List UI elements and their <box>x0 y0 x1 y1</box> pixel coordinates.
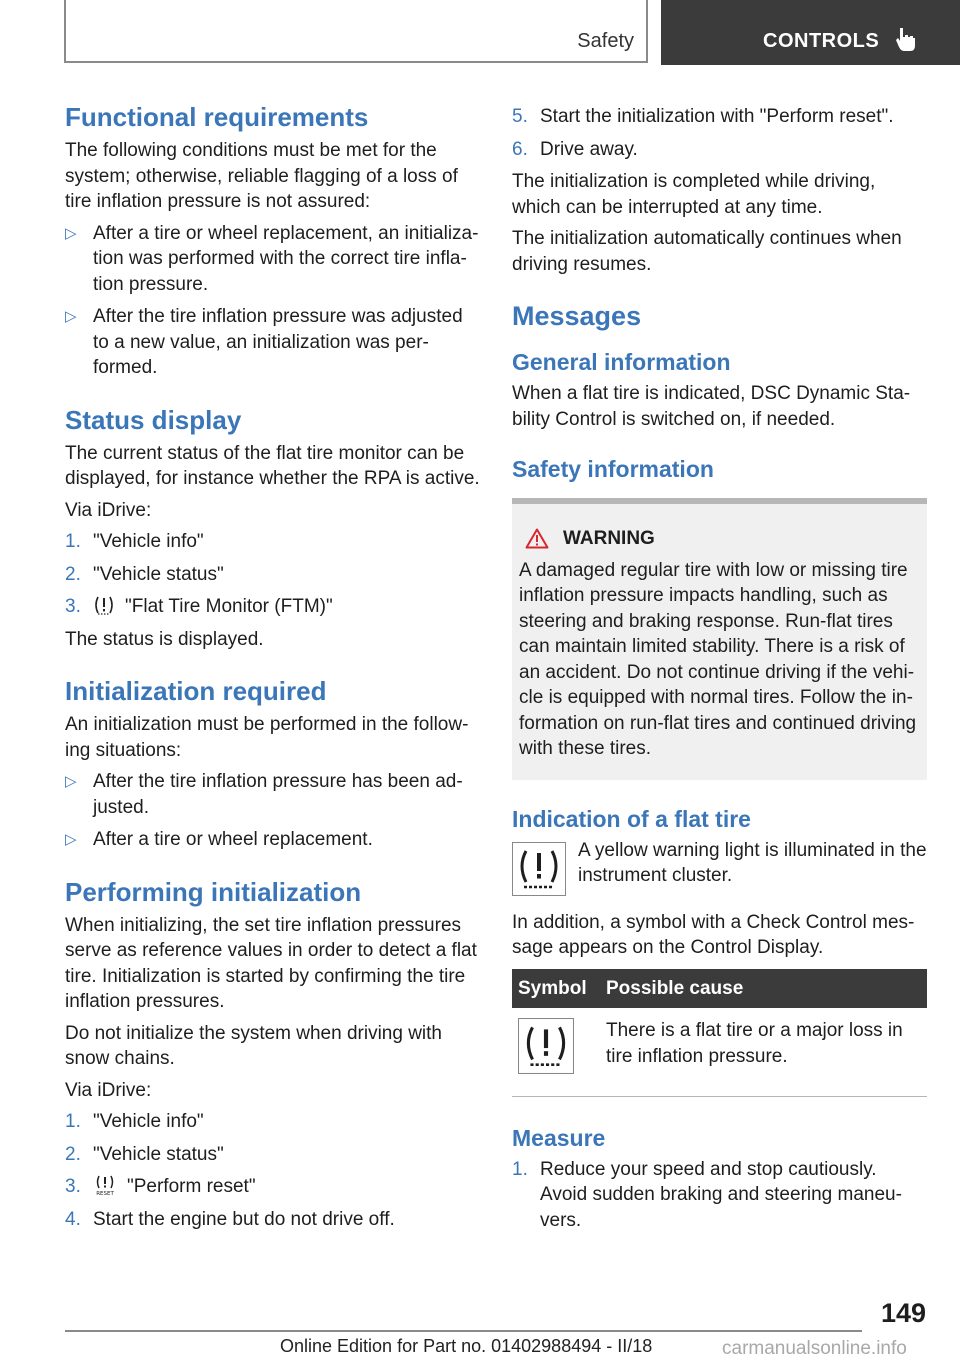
perform-steps-continued <box>512 104 927 162</box>
list-item: 4. Start the engine but do not drive off. <box>65 1208 395 1230</box>
flat-tire-warning-light-icon <box>512 842 566 896</box>
table-symbol-cell <box>512 1008 600 1096</box>
triangle-bullet-icon: ▷ <box>65 224 77 242</box>
list-item: 2. "Vehicle status" <box>65 563 224 585</box>
functional-requirements-heading: Functional requirements <box>65 102 369 132</box>
via-idrive-label-2: Via iDrive: <box>65 1079 152 1101</box>
triangle-bullet-icon: ▷ <box>65 831 77 848</box>
status-display-text: The current status of the flat tire monitor can be displayed, for instance whether the RPA is active. <box>65 442 480 489</box>
list-item: 5. Start the initialization with "Perform reset". <box>512 106 894 127</box>
table-header-cause: Possible cause <box>600 969 927 1009</box>
initialization-required-heading: Initialization required <box>65 676 327 706</box>
list-item: ▷ After the tire inflation pressure has been adjusted. <box>65 771 463 818</box>
indication-block <box>512 838 927 896</box>
indication-heading: Indication of a flat tire <box>512 805 751 832</box>
list-item: ▷ After the tire inflation pressure was adjusted to a new value, an initialization was performed. <box>65 306 463 378</box>
initialization-required-list <box>65 769 480 853</box>
status-result-text: The status is displayed. <box>65 628 264 650</box>
triangle-bullet-icon: ▷ <box>65 773 77 790</box>
list-item: 1. Reduce your speed and stop cautiously. Avoid sudden braking and steering maneuvers. <box>512 1158 902 1231</box>
messages-heading: Messages <box>512 301 642 331</box>
warning-box <box>512 498 927 780</box>
pointing-hand-icon <box>895 26 917 52</box>
list-item: 1. "Vehicle info" <box>65 531 204 552</box>
footer-divider <box>65 1330 862 1332</box>
warning-header <box>519 526 919 552</box>
header-chapter-title: CONTROLS <box>763 30 880 52</box>
indication-text: A yellow warning light is illuminated in the instrument cluster. <box>578 839 927 886</box>
header-left-box <box>64 0 648 63</box>
reset-tire-icon <box>93 1174 117 1196</box>
table-cause-cell: There is a flat tire or a major loss in tire inflation pressure. <box>600 1008 927 1096</box>
triangle-bullet-icon: ▷ <box>65 308 77 325</box>
list-item: 3. "Flat Tire Monitor (FTM)" <box>65 596 333 617</box>
continued-text-2: The initialization automatically continues when driving resumes. <box>512 228 902 275</box>
addition-text: In addition, a symbol with a Check Control message appears on the Control Display. <box>512 911 915 958</box>
footer-watermark: carmanualsonline.info <box>722 1338 907 1359</box>
table-header-symbol: Symbol <box>512 969 600 1009</box>
list-item: ▷ After a tire or wheel replacement. <box>65 827 480 853</box>
performing-initialization-text-1: When initializing, the set tire inflation pressures serve as reference values in order to detect a flat tire. Initialization is started by confirming the tire inflation pressures. <box>65 914 477 1012</box>
list-item: ▷ After a tire or wheel replacement, an initialization was performed with the correct tire inflation pressure. <box>65 222 479 295</box>
functional-requirements-intro: The following conditions must be met for the system; otherwise, reliable flagging of a loss of tire inflation pressure is not assured: <box>65 140 458 212</box>
safety-information-heading: Safety information <box>512 456 714 482</box>
table-header-row <box>512 969 927 1009</box>
header-chapter-tab <box>661 0 960 65</box>
measure-heading: Measure <box>512 1124 606 1151</box>
via-idrive-label: Via iDrive: <box>65 499 152 521</box>
general-information-heading: General information <box>512 349 731 375</box>
warning-text: A damaged regular tire with low or missing tire inflation pressure impacts handling, such as steering and braking response. Run-flat tires can maintain limited stability. There is a risk of an accident. Do not continue driving if the vehicle is equipped with normal tires. Follow the information on run-flat tires and continued driving with these tires. <box>519 559 917 759</box>
functional-requirements-list <box>65 221 480 381</box>
continued-text-1: The initialization is completed while driving, which can be interrupted at any time. <box>512 171 876 218</box>
perform-steps-list <box>65 1109 480 1232</box>
right-column <box>512 100 927 1240</box>
page-number: 149 <box>880 1298 926 1328</box>
list-item: 1. "Vehicle info" <box>65 1111 204 1132</box>
svg-text:RESET: RESET <box>96 1191 114 1196</box>
performing-initialization-text-2: Do not initialize the system when driving with snow chains. <box>65 1022 443 1069</box>
warning-label: WARNING <box>563 528 655 549</box>
list-item: 6. Drive away. <box>512 138 638 160</box>
header-section-title: Safety <box>577 30 634 52</box>
status-steps-list <box>65 529 480 620</box>
status-display-heading: Status display <box>65 404 242 435</box>
warning-triangle-icon <box>525 528 549 549</box>
initialization-required-text: An initialization must be performed in the following situations: <box>65 714 469 761</box>
performing-initialization-heading: Performing initialization <box>65 876 362 907</box>
footer-edition: Online Edition for Part no. 01402988494 - II/18 <box>280 1336 653 1356</box>
flat-tire-monitor-icon <box>93 594 115 616</box>
list-item: 2. "Vehicle status" <box>65 1143 224 1165</box>
left-column <box>65 100 480 1239</box>
general-information-text: When a flat tire is indicated, DSC Dynamic Stability Control is switched on, if needed. <box>512 383 911 430</box>
measure-steps-list <box>512 1157 927 1234</box>
flat-tire-symbol-icon <box>518 1018 574 1074</box>
list-item: 3. RESET "Perform reset" <box>65 1176 256 1197</box>
table-row <box>512 1008 927 1096</box>
symbol-table <box>512 969 927 1097</box>
